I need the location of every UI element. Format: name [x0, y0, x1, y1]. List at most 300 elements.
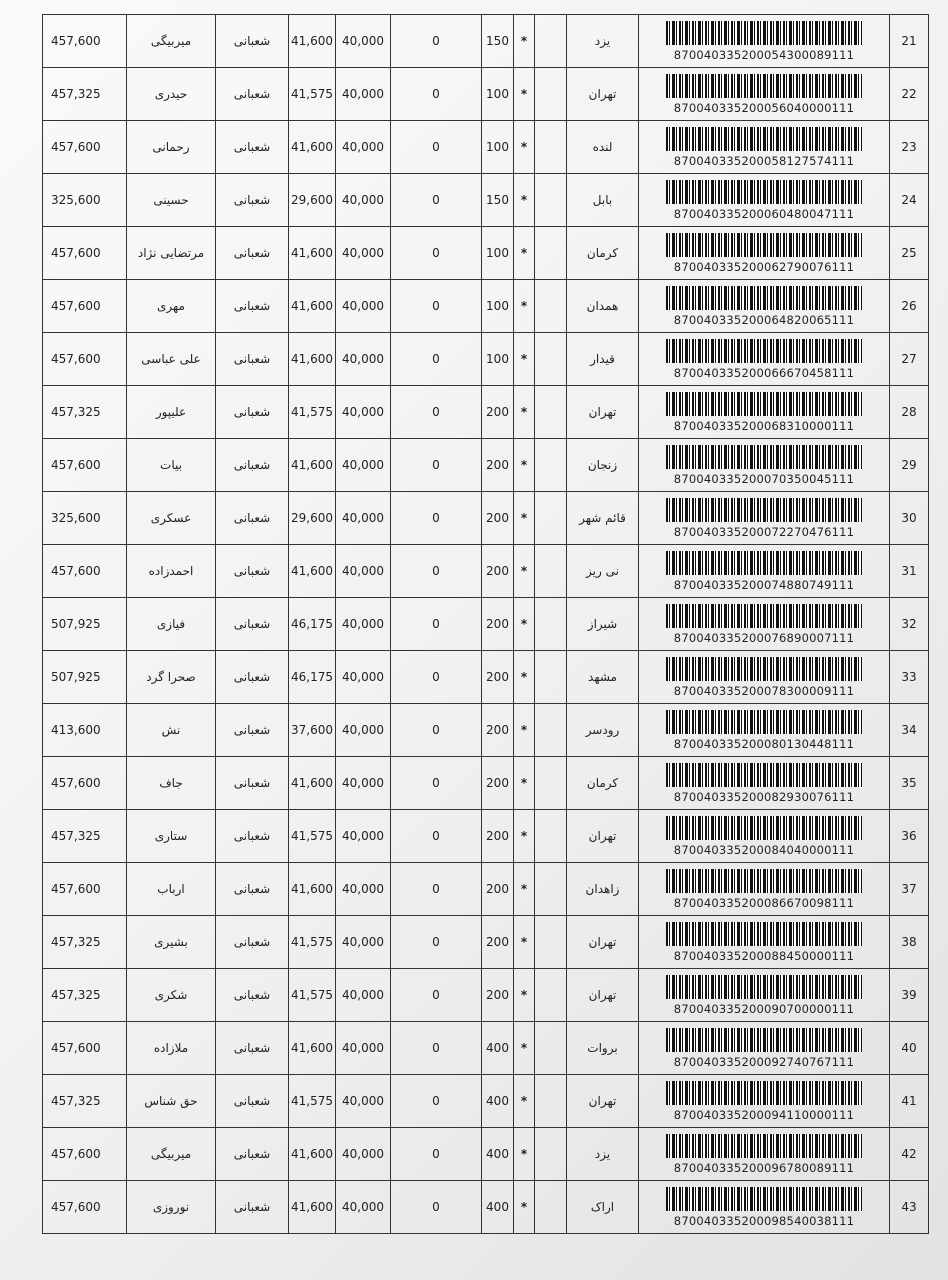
empty-cell [535, 15, 567, 68]
tax-amount-cell: 41,575 [289, 386, 336, 439]
quantity-cell: 400 [482, 1022, 514, 1075]
city-cell: نی ریز [567, 545, 639, 598]
barcode-image [666, 1081, 862, 1105]
group-cell: شعبانی [216, 916, 289, 969]
total-cell: 457,600 [43, 1128, 127, 1181]
total-cell: 457,600 [43, 121, 127, 174]
total-cell: 413,600 [43, 704, 127, 757]
zero-amount-cell: 0 [391, 280, 482, 333]
mark-cell: * [514, 545, 535, 598]
barcode-image [666, 127, 862, 151]
barcode-number: 870040335200060480047111 [673, 206, 855, 221]
row-number-cell: 36 [890, 810, 929, 863]
table-row [43, 704, 929, 757]
city-cell: رودسر [567, 704, 639, 757]
row-number-cell: 42 [890, 1128, 929, 1181]
group-cell: شعبانی [216, 333, 289, 386]
row-number-cell: 35 [890, 757, 929, 810]
row-number-cell: 30 [890, 492, 929, 545]
barcode-image [666, 710, 862, 734]
mark-cell: * [514, 704, 535, 757]
city-cell: قیدار [567, 333, 639, 386]
barcode-number: 870040335200058127574111 [673, 153, 855, 168]
barcode-number: 870040335200088450000111 [673, 948, 855, 963]
city-cell: همدان [567, 280, 639, 333]
table-row [43, 598, 929, 651]
zero-amount-cell: 0 [391, 227, 482, 280]
row-number-cell: 21 [890, 15, 929, 68]
zero-amount-cell: 0 [391, 1075, 482, 1128]
base-amount-cell: 40,000 [336, 68, 391, 121]
quantity-cell: 200 [482, 810, 514, 863]
row-number-cell: 24 [890, 174, 929, 227]
row-number-cell: 34 [890, 704, 929, 757]
table-row [43, 68, 929, 121]
mark-cell: * [514, 1181, 535, 1234]
surname-cell: جاف [127, 757, 216, 810]
table-row [43, 386, 929, 439]
base-amount-cell: 40,000 [336, 757, 391, 810]
barcode-image [666, 551, 862, 575]
base-amount-cell: 40,000 [336, 439, 391, 492]
row-number-cell: 32 [890, 598, 929, 651]
zero-amount-cell: 0 [391, 386, 482, 439]
empty-cell [535, 280, 567, 333]
surname-cell: مهری [127, 280, 216, 333]
empty-cell [535, 1181, 567, 1234]
zero-amount-cell: 0 [391, 810, 482, 863]
barcode-cell [639, 68, 890, 121]
group-cell: شعبانی [216, 1181, 289, 1234]
base-amount-cell: 40,000 [336, 121, 391, 174]
row-number-cell: 40 [890, 1022, 929, 1075]
table-row [43, 757, 929, 810]
tax-amount-cell: 41,600 [289, 333, 336, 386]
city-cell: مشهد [567, 651, 639, 704]
table-row [43, 333, 929, 386]
zero-amount-cell: 0 [391, 121, 482, 174]
total-cell: 457,325 [43, 810, 127, 863]
quantity-cell: 150 [482, 15, 514, 68]
quantity-cell: 400 [482, 1128, 514, 1181]
empty-cell [535, 174, 567, 227]
tax-amount-cell: 29,600 [289, 174, 336, 227]
barcode-number: 870040335200090700000111 [673, 1001, 855, 1016]
city-cell: اراک [567, 1181, 639, 1234]
total-cell: 457,600 [43, 439, 127, 492]
table-row [43, 969, 929, 1022]
barcode-image [666, 1187, 862, 1211]
city-cell: زنجان [567, 439, 639, 492]
barcode-image [666, 604, 862, 628]
surname-cell: حیدری [127, 68, 216, 121]
barcode-number: 870040335200084040000111 [673, 842, 855, 857]
total-cell: 457,325 [43, 386, 127, 439]
surname-cell: احمدزاده [127, 545, 216, 598]
barcode-number: 870040335200072270476111 [673, 524, 855, 539]
group-cell: شعبانی [216, 969, 289, 1022]
quantity-cell: 200 [482, 598, 514, 651]
row-number-cell: 37 [890, 863, 929, 916]
tax-amount-cell: 41,575 [289, 969, 336, 1022]
barcode-cell [639, 280, 890, 333]
base-amount-cell: 40,000 [336, 598, 391, 651]
quantity-cell: 100 [482, 68, 514, 121]
surname-cell: عسکری [127, 492, 216, 545]
barcode-image [666, 445, 862, 469]
group-cell: شعبانی [216, 651, 289, 704]
group-cell: شعبانی [216, 280, 289, 333]
surname-cell: مرتضایی نژاد [127, 227, 216, 280]
quantity-cell: 200 [482, 651, 514, 704]
group-cell: شعبانی [216, 386, 289, 439]
tax-amount-cell: 41,575 [289, 1075, 336, 1128]
quantity-cell: 200 [482, 757, 514, 810]
barcode-image [666, 1134, 862, 1158]
barcode-image [666, 180, 862, 204]
mark-cell: * [514, 227, 535, 280]
base-amount-cell: 40,000 [336, 651, 391, 704]
zero-amount-cell: 0 [391, 333, 482, 386]
city-cell: کرمان [567, 757, 639, 810]
base-amount-cell: 40,000 [336, 1022, 391, 1075]
base-amount-cell: 40,000 [336, 386, 391, 439]
table-row [43, 1128, 929, 1181]
barcode-number: 870040335200070350045111 [673, 471, 855, 486]
surname-cell: حسینی [127, 174, 216, 227]
empty-cell [535, 757, 567, 810]
total-cell: 457,600 [43, 863, 127, 916]
barcode-number: 870040335200094110000111 [673, 1107, 855, 1122]
quantity-cell: 200 [482, 492, 514, 545]
row-number-cell: 41 [890, 1075, 929, 1128]
barcode-cell [639, 1128, 890, 1181]
barcode-cell [639, 492, 890, 545]
group-cell: شعبانی [216, 810, 289, 863]
barcode-number: 870040335200086670098111 [673, 895, 855, 910]
shipment-table [42, 14, 929, 1234]
quantity-cell: 100 [482, 333, 514, 386]
total-cell: 507,925 [43, 598, 127, 651]
base-amount-cell: 40,000 [336, 545, 391, 598]
total-cell: 457,325 [43, 916, 127, 969]
barcode-cell [639, 757, 890, 810]
surname-cell: حق شناس [127, 1075, 216, 1128]
row-number-cell: 43 [890, 1181, 929, 1234]
empty-cell [535, 227, 567, 280]
total-cell: 457,600 [43, 280, 127, 333]
tax-amount-cell: 41,600 [289, 15, 336, 68]
empty-cell [535, 810, 567, 863]
barcode-cell [639, 598, 890, 651]
total-cell: 325,600 [43, 174, 127, 227]
mark-cell: * [514, 15, 535, 68]
zero-amount-cell: 0 [391, 15, 482, 68]
barcode-cell [639, 916, 890, 969]
surname-cell: بشیری [127, 916, 216, 969]
base-amount-cell: 40,000 [336, 492, 391, 545]
base-amount-cell: 40,000 [336, 863, 391, 916]
table-row [43, 492, 929, 545]
surname-cell: علی عباسی [127, 333, 216, 386]
group-cell: شعبانی [216, 439, 289, 492]
barcode-cell [639, 651, 890, 704]
mark-cell: * [514, 386, 535, 439]
barcode-cell [639, 1075, 890, 1128]
barcode-cell [639, 121, 890, 174]
table-row [43, 1022, 929, 1075]
group-cell: شعبانی [216, 1075, 289, 1128]
empty-cell [535, 333, 567, 386]
empty-cell [535, 916, 567, 969]
empty-cell [535, 1128, 567, 1181]
barcode-number: 870040335200080130448111 [673, 736, 855, 751]
table-row [43, 651, 929, 704]
barcode-image [666, 21, 862, 45]
mark-cell: * [514, 916, 535, 969]
table-row [43, 810, 929, 863]
group-cell: شعبانی [216, 1128, 289, 1181]
barcode-cell [639, 439, 890, 492]
zero-amount-cell: 0 [391, 1181, 482, 1234]
table-row [43, 439, 929, 492]
empty-cell [535, 863, 567, 916]
mark-cell: * [514, 863, 535, 916]
quantity-cell: 100 [482, 227, 514, 280]
base-amount-cell: 40,000 [336, 916, 391, 969]
barcode-image [666, 657, 862, 681]
row-number-cell: 39 [890, 969, 929, 1022]
surname-cell: ملازاده [127, 1022, 216, 1075]
group-cell: شعبانی [216, 174, 289, 227]
table-row [43, 15, 929, 68]
group-cell: شعبانی [216, 757, 289, 810]
row-number-cell: 33 [890, 651, 929, 704]
base-amount-cell: 40,000 [336, 969, 391, 1022]
group-cell: شعبانی [216, 15, 289, 68]
quantity-cell: 200 [482, 969, 514, 1022]
city-cell: تهران [567, 969, 639, 1022]
mark-cell: * [514, 68, 535, 121]
quantity-cell: 100 [482, 121, 514, 174]
quantity-cell: 400 [482, 1075, 514, 1128]
table-row [43, 174, 929, 227]
city-cell: بابل [567, 174, 639, 227]
group-cell: شعبانی [216, 704, 289, 757]
quantity-cell: 200 [482, 386, 514, 439]
zero-amount-cell: 0 [391, 757, 482, 810]
quantity-cell: 400 [482, 1181, 514, 1234]
group-cell: شعبانی [216, 1022, 289, 1075]
city-cell: یزد [567, 1128, 639, 1181]
city-cell: قائم شهر [567, 492, 639, 545]
city-cell: کرمان [567, 227, 639, 280]
zero-amount-cell: 0 [391, 68, 482, 121]
base-amount-cell: 40,000 [336, 333, 391, 386]
mark-cell: * [514, 969, 535, 1022]
group-cell: شعبانی [216, 492, 289, 545]
tax-amount-cell: 37,600 [289, 704, 336, 757]
empty-cell [535, 492, 567, 545]
tax-amount-cell: 41,575 [289, 810, 336, 863]
barcode-cell [639, 333, 890, 386]
mark-cell: * [514, 492, 535, 545]
mark-cell: * [514, 598, 535, 651]
table-row [43, 280, 929, 333]
total-cell: 325,600 [43, 492, 127, 545]
surname-cell: نوروزی [127, 1181, 216, 1234]
table-row [43, 863, 929, 916]
surname-cell: بیات [127, 439, 216, 492]
tax-amount-cell: 41,600 [289, 439, 336, 492]
row-number-cell: 29 [890, 439, 929, 492]
barcode-number: 870040335200076890007111 [673, 630, 855, 645]
tax-amount-cell: 41,600 [289, 863, 336, 916]
mark-cell: * [514, 174, 535, 227]
empty-cell [535, 439, 567, 492]
zero-amount-cell: 0 [391, 651, 482, 704]
total-cell: 457,600 [43, 757, 127, 810]
empty-cell [535, 386, 567, 439]
city-cell: تهران [567, 916, 639, 969]
zero-amount-cell: 0 [391, 969, 482, 1022]
barcode-number: 870040335200068310000111 [673, 418, 855, 433]
total-cell: 457,325 [43, 68, 127, 121]
barcode-image [666, 498, 862, 522]
empty-cell [535, 598, 567, 651]
quantity-cell: 200 [482, 545, 514, 598]
barcode-cell [639, 969, 890, 1022]
base-amount-cell: 40,000 [336, 704, 391, 757]
total-cell: 457,600 [43, 333, 127, 386]
surname-cell: علیپور [127, 386, 216, 439]
barcode-image [666, 233, 862, 257]
surname-cell: میربیگی [127, 1128, 216, 1181]
table-row [43, 121, 929, 174]
mark-cell: * [514, 1075, 535, 1128]
total-cell: 457,325 [43, 969, 127, 1022]
empty-cell [535, 121, 567, 174]
total-cell: 457,600 [43, 227, 127, 280]
tax-amount-cell: 46,175 [289, 598, 336, 651]
barcode-image [666, 1028, 862, 1052]
tax-amount-cell: 41,575 [289, 68, 336, 121]
city-cell: یزد [567, 15, 639, 68]
mark-cell: * [514, 280, 535, 333]
total-cell: 457,600 [43, 545, 127, 598]
mark-cell: * [514, 333, 535, 386]
total-cell: 457,325 [43, 1075, 127, 1128]
barcode-image [666, 975, 862, 999]
tax-amount-cell: 29,600 [289, 492, 336, 545]
empty-cell [535, 651, 567, 704]
surname-cell: نش [127, 704, 216, 757]
zero-amount-cell: 0 [391, 545, 482, 598]
row-number-cell: 31 [890, 545, 929, 598]
quantity-cell: 150 [482, 174, 514, 227]
table-row [43, 1181, 929, 1234]
barcode-cell [639, 227, 890, 280]
total-cell: 457,600 [43, 15, 127, 68]
barcode-image [666, 869, 862, 893]
barcode-number: 870040335200092740767111 [673, 1054, 855, 1069]
barcode-image [666, 922, 862, 946]
barcode-number: 870040335200098540038111 [673, 1213, 855, 1228]
city-cell: زاهدان [567, 863, 639, 916]
row-number-cell: 26 [890, 280, 929, 333]
barcode-number: 870040335200078300009111 [673, 683, 855, 698]
mark-cell: * [514, 121, 535, 174]
base-amount-cell: 40,000 [336, 15, 391, 68]
surname-cell: شکری [127, 969, 216, 1022]
zero-amount-cell: 0 [391, 704, 482, 757]
mark-cell: * [514, 757, 535, 810]
base-amount-cell: 40,000 [336, 1075, 391, 1128]
empty-cell [535, 545, 567, 598]
barcode-cell [639, 545, 890, 598]
barcode-cell [639, 15, 890, 68]
city-cell: شیراز [567, 598, 639, 651]
barcode-number: 870040335200066670458111 [673, 365, 855, 380]
zero-amount-cell: 0 [391, 1128, 482, 1181]
table-row [43, 227, 929, 280]
quantity-cell: 200 [482, 863, 514, 916]
tax-amount-cell: 41,600 [289, 227, 336, 280]
group-cell: شعبانی [216, 121, 289, 174]
row-number-cell: 27 [890, 333, 929, 386]
table-row [43, 545, 929, 598]
empty-cell [535, 1075, 567, 1128]
zero-amount-cell: 0 [391, 1022, 482, 1075]
group-cell: شعبانی [216, 598, 289, 651]
row-number-cell: 22 [890, 68, 929, 121]
barcode-number: 870040335200096780089111 [673, 1160, 855, 1175]
empty-cell [535, 1022, 567, 1075]
mark-cell: * [514, 439, 535, 492]
barcode-number: 870040335200064820065111 [673, 312, 855, 327]
mark-cell: * [514, 651, 535, 704]
total-cell: 457,600 [43, 1181, 127, 1234]
quantity-cell: 200 [482, 439, 514, 492]
group-cell: شعبانی [216, 545, 289, 598]
base-amount-cell: 40,000 [336, 1128, 391, 1181]
base-amount-cell: 40,000 [336, 174, 391, 227]
barcode-image [666, 763, 862, 787]
tax-amount-cell: 46,175 [289, 651, 336, 704]
barcode-image [666, 74, 862, 98]
tax-amount-cell: 41,600 [289, 1181, 336, 1234]
tax-amount-cell: 41,600 [289, 1022, 336, 1075]
mark-cell: * [514, 1128, 535, 1181]
row-number-cell: 38 [890, 916, 929, 969]
zero-amount-cell: 0 [391, 492, 482, 545]
zero-amount-cell: 0 [391, 916, 482, 969]
surname-cell: رحمانی [127, 121, 216, 174]
tax-amount-cell: 41,600 [289, 545, 336, 598]
city-cell: لنده [567, 121, 639, 174]
group-cell: شعبانی [216, 863, 289, 916]
quantity-cell: 100 [482, 280, 514, 333]
base-amount-cell: 40,000 [336, 810, 391, 863]
barcode-cell [639, 1181, 890, 1234]
tax-amount-cell: 41,600 [289, 757, 336, 810]
barcode-image [666, 286, 862, 310]
tax-amount-cell: 41,600 [289, 1128, 336, 1181]
surname-cell: ارباب [127, 863, 216, 916]
group-cell: شعبانی [216, 227, 289, 280]
tax-amount-cell: 41,600 [289, 121, 336, 174]
barcode-image [666, 339, 862, 363]
